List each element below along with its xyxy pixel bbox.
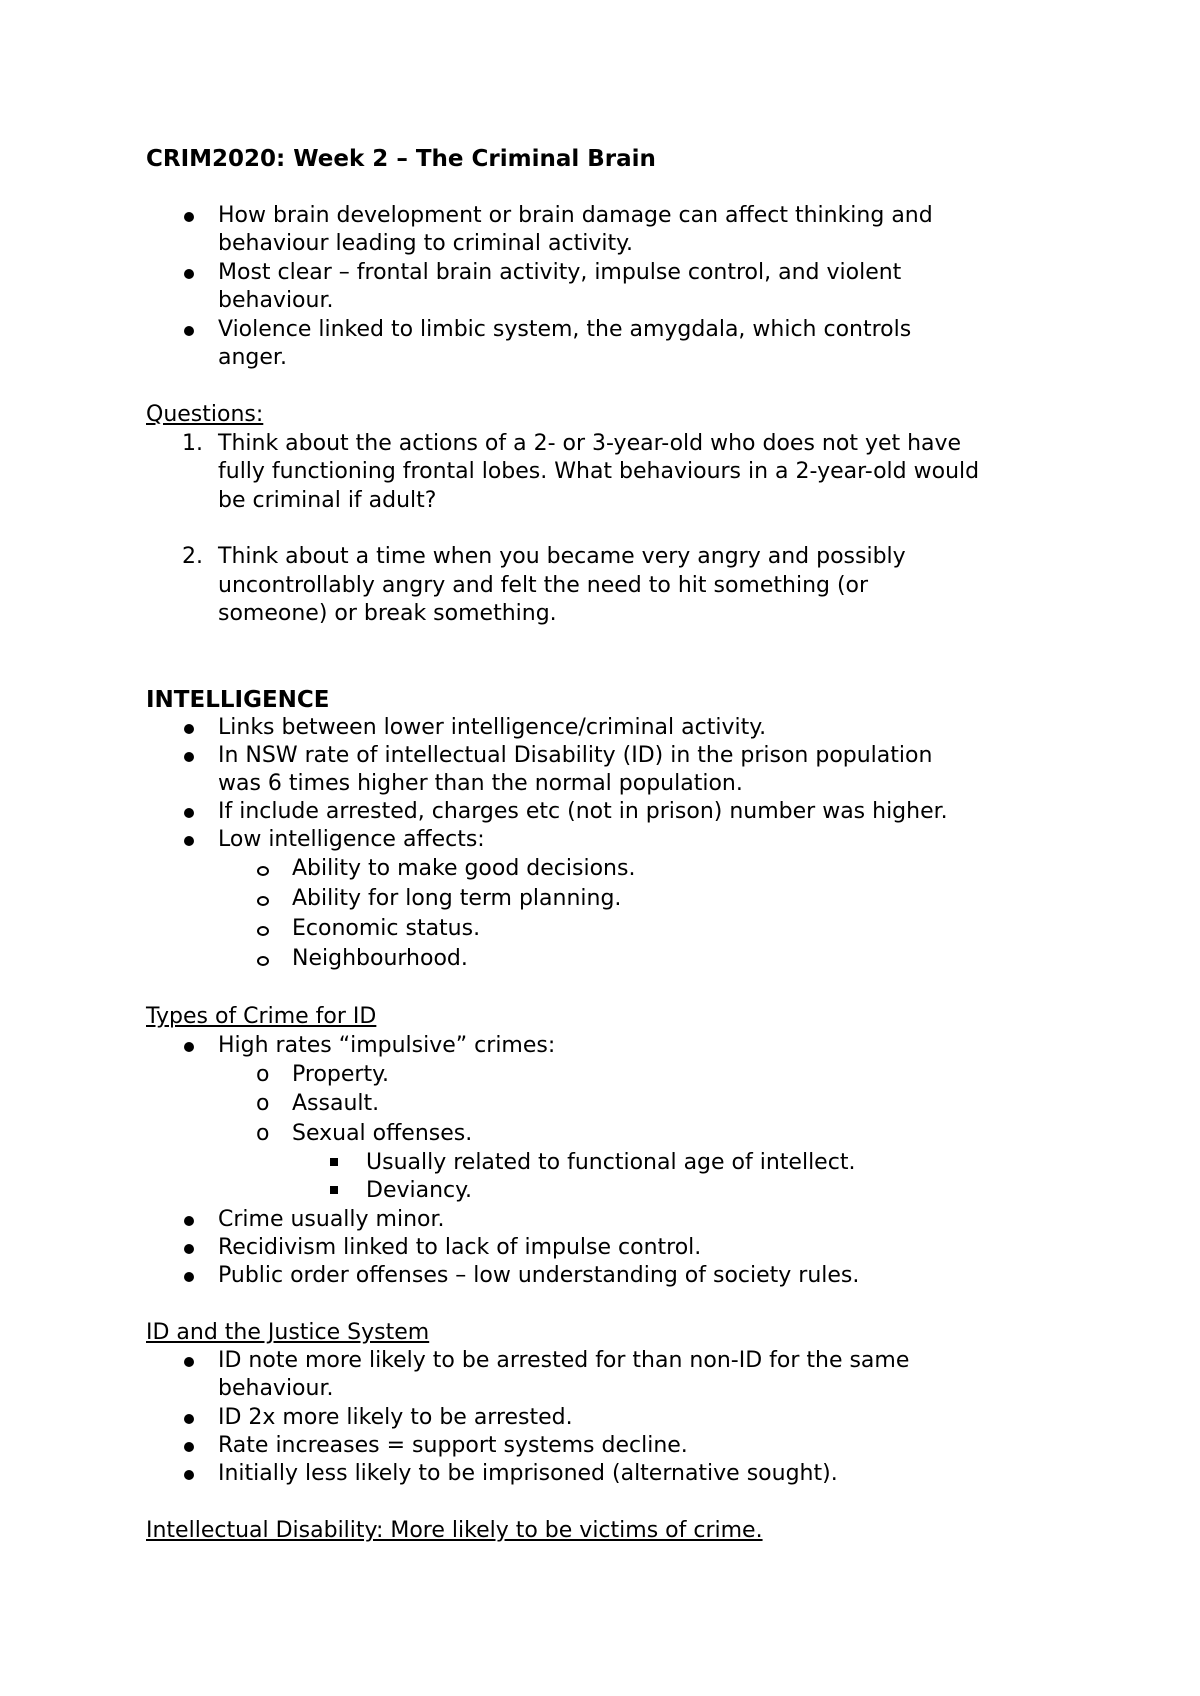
sub-bullet-ring — [257, 926, 269, 936]
bullet-dot — [184, 1216, 194, 1226]
bullet-dot — [184, 326, 194, 336]
questions-heading: Questions: — [146, 402, 264, 427]
bullet-dot — [184, 1414, 194, 1424]
question-line: Think about a time when you became very angry and possibly — [218, 544, 906, 569]
sub-bullet-letter: o — [256, 1091, 270, 1116]
types-heading: Types of Crime for ID — [146, 1004, 377, 1029]
list-item: was 6 times higher than the normal population. — [218, 771, 743, 796]
sub-item: Assault. — [292, 1091, 380, 1116]
intro-line: Most clear – frontal brain activity, impulse control, and violent — [218, 260, 902, 285]
square-bullet — [330, 1158, 338, 1166]
page-title: CRIM2020: Week 2 – The Criminal Brain — [146, 146, 656, 172]
bullet-dot — [184, 1042, 194, 1052]
bullet-dot — [184, 1244, 194, 1254]
question-line: fully functioning frontal lobes. What behaviours in a 2-year-old would — [218, 459, 980, 484]
intelligence-heading: INTELLIGENCE — [146, 687, 330, 713]
bullet-dot — [184, 836, 194, 846]
list-item: Low intelligence affects: — [218, 827, 485, 852]
intro-line: anger. — [218, 345, 287, 370]
list-item: ID note more likely to be arrested for than non-ID for the same — [218, 1348, 910, 1373]
intro-line: behaviour leading to criminal activity. — [218, 231, 633, 256]
list-item: ID 2x more likely to be arrested. — [218, 1405, 573, 1430]
justice-heading: ID and the Justice System — [146, 1320, 430, 1345]
question-number: 1. — [182, 431, 203, 456]
sub-bullet-ring — [257, 956, 269, 966]
list-item: behaviour. — [218, 1376, 334, 1401]
list-item: Rate increases = support systems decline. — [218, 1433, 688, 1458]
question-line: someone) or break something. — [218, 601, 557, 626]
bullet-dot — [184, 1470, 194, 1480]
intro-line: How brain development or brain damage can affect thinking and — [218, 203, 933, 228]
sub-item: Ability to make good decisions. — [292, 856, 636, 881]
list-item: Public order offenses – low understanding of society rules. — [218, 1263, 860, 1288]
list-item: High rates “impulsive” crimes: — [218, 1033, 556, 1058]
question-line: uncontrollably angry and felt the need to hit something (or — [218, 573, 869, 598]
sub-item: Economic status. — [292, 916, 481, 941]
list-item: Crime usually minor. — [218, 1207, 445, 1232]
sub-item: Neighbourhood. — [292, 946, 468, 971]
list-item: If include arrested, charges etc (not in prison) number was higher. — [218, 799, 948, 824]
list-item: Initially less likely to be imprisoned (alternative sought). — [218, 1461, 838, 1486]
bullet-dot — [184, 1357, 194, 1367]
sub-bullet-ring — [257, 896, 269, 906]
sub-bullet-letter: o — [256, 1062, 270, 1087]
square-bullet — [330, 1186, 338, 1194]
bullet-dot — [184, 1272, 194, 1282]
question-number: 2. — [182, 544, 203, 569]
question-line: be criminal if adult? — [218, 488, 437, 513]
bullet-dot — [184, 724, 194, 734]
sub-bullet-letter: o — [256, 1121, 270, 1146]
bullet-dot — [184, 1442, 194, 1452]
subsub-item: Usually related to functional age of intellect. — [366, 1150, 856, 1175]
list-item: Links between lower intelligence/criminal activity. — [218, 715, 767, 740]
bullet-dot — [184, 269, 194, 279]
sub-item: Ability for long term planning. — [292, 886, 622, 911]
list-item: In NSW rate of intellectual Disability (ID) in the prison population — [218, 743, 933, 768]
intro-line: behaviour. — [218, 288, 334, 313]
subsub-item: Deviancy. — [366, 1178, 473, 1203]
bullet-dot — [184, 808, 194, 818]
sub-item: Sexual offenses. — [292, 1121, 473, 1146]
intro-line: Violence linked to limbic system, the amygdala, which controls — [218, 317, 912, 342]
sub-bullet-ring — [257, 866, 269, 876]
bullet-dot — [184, 212, 194, 222]
victims-heading: Intellectual Disability: More likely to be victims of crime. — [146, 1518, 763, 1543]
list-item: Recidivism linked to lack of impulse control. — [218, 1235, 702, 1260]
question-line: Think about the actions of a 2- or 3-year-old who does not yet have — [218, 431, 962, 456]
sub-item: Property. — [292, 1062, 389, 1087]
bullet-dot — [184, 752, 194, 762]
